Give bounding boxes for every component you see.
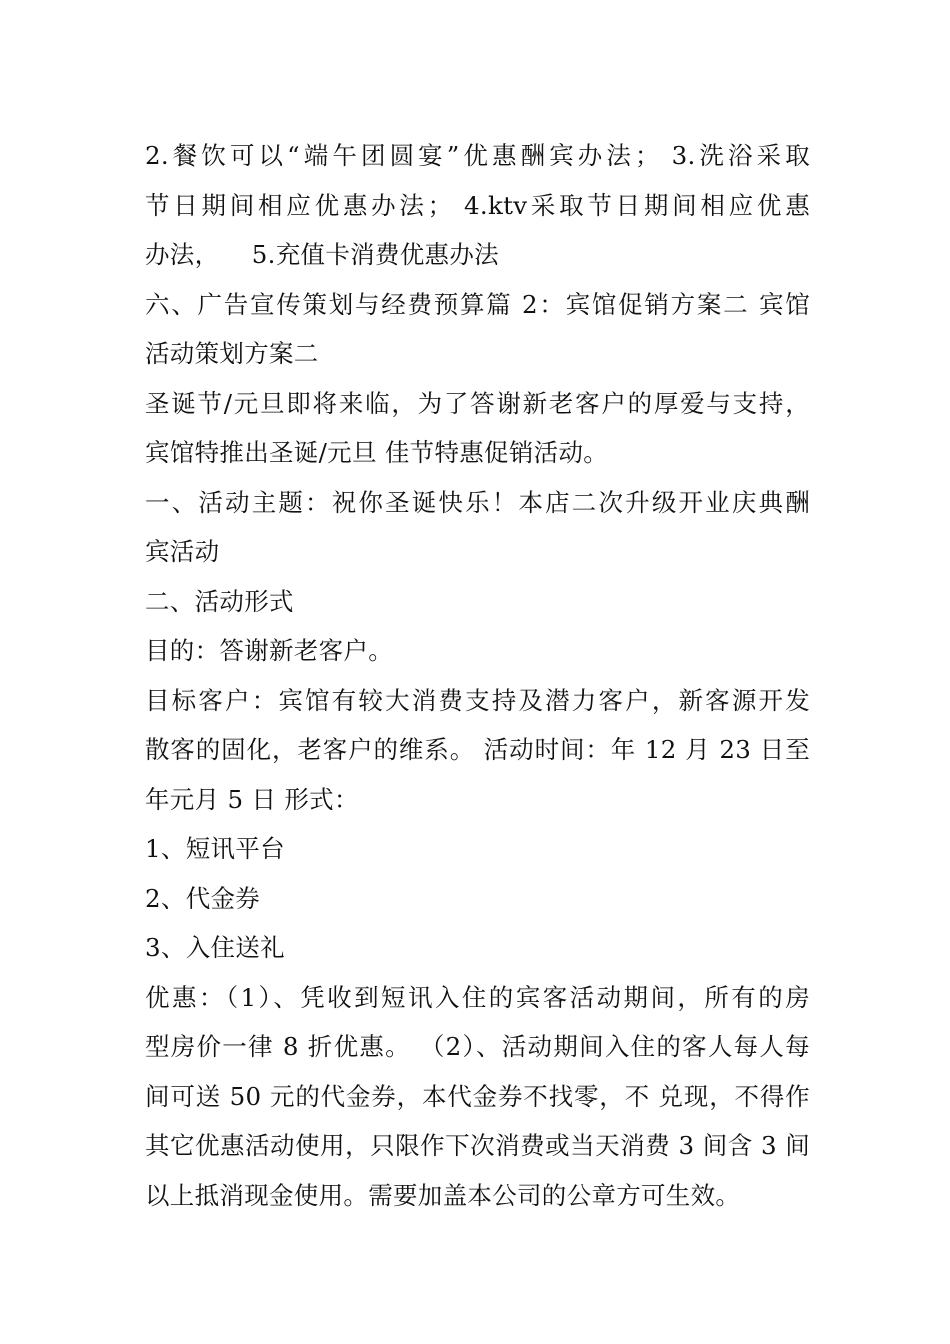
text-line: 活动策划方案二 bbox=[145, 339, 319, 368]
text-line: 宾馆特推出圣诞/元旦 佳节特惠促销活动。 bbox=[145, 438, 609, 467]
text-line: 二、活动形式 bbox=[145, 586, 294, 616]
text-line: 六、广告宣传策划与经费预算篇 2：宾馆促销方案二 宾馆 bbox=[145, 289, 810, 319]
text-line: 优惠：（1）、凭收到短讯入住的宾客活动期间，所有的房 bbox=[145, 982, 810, 1012]
text-line: 间可送 50 元的代金券，本代金券不找零，不 兑现，不得作 bbox=[145, 1081, 810, 1111]
text-line: 1、短讯平台 bbox=[145, 834, 285, 863]
text-line: 年元月 5 日 形式： bbox=[145, 784, 359, 814]
text-line: 其它优惠活动使用，只限作下次消费或当天消费 3 间含 3 间 bbox=[145, 1131, 810, 1160]
text-line: 目标客户：宾馆有较大消费支持及潜力客户，新客源开发 bbox=[145, 685, 810, 715]
text-line: 宾活动 bbox=[145, 537, 220, 566]
text-line: 2、代金券 bbox=[145, 883, 261, 913]
text-line: 3、入住送礼 bbox=[145, 933, 285, 962]
text-line: 目的：答谢新老客户。 bbox=[145, 636, 393, 665]
text-line: 型房价一律 8 折优惠。 （2）、活动期间入住的客人每人每 bbox=[145, 1032, 810, 1061]
text-line: 办法， 5.充值卡消费优惠办法 bbox=[145, 240, 499, 269]
text-line: 以上抵消现金使用。需要加盖本公司的公章方可生效。 bbox=[145, 1180, 741, 1210]
text-line: 一、活动主题：祝你圣诞快乐！本店二次升级开业庆典酬 bbox=[145, 487, 810, 517]
text-line: 2.餐饮可以“端午团圆宴”优惠酬宾办法； 3.洗浴采取 bbox=[145, 141, 810, 170]
text-line: 圣诞节/元旦即将来临，为了答谢新老客户的厚爱与支持， bbox=[145, 388, 810, 418]
document-body bbox=[145, 131, 810, 1220]
text-line: 散客的固化，老客户的维系。 活动时间：年 12 月 23 日至 bbox=[145, 735, 810, 764]
text-line: 节日期间相应优惠办法； 4.ktv采取节日期间相应优惠 bbox=[145, 190, 810, 220]
